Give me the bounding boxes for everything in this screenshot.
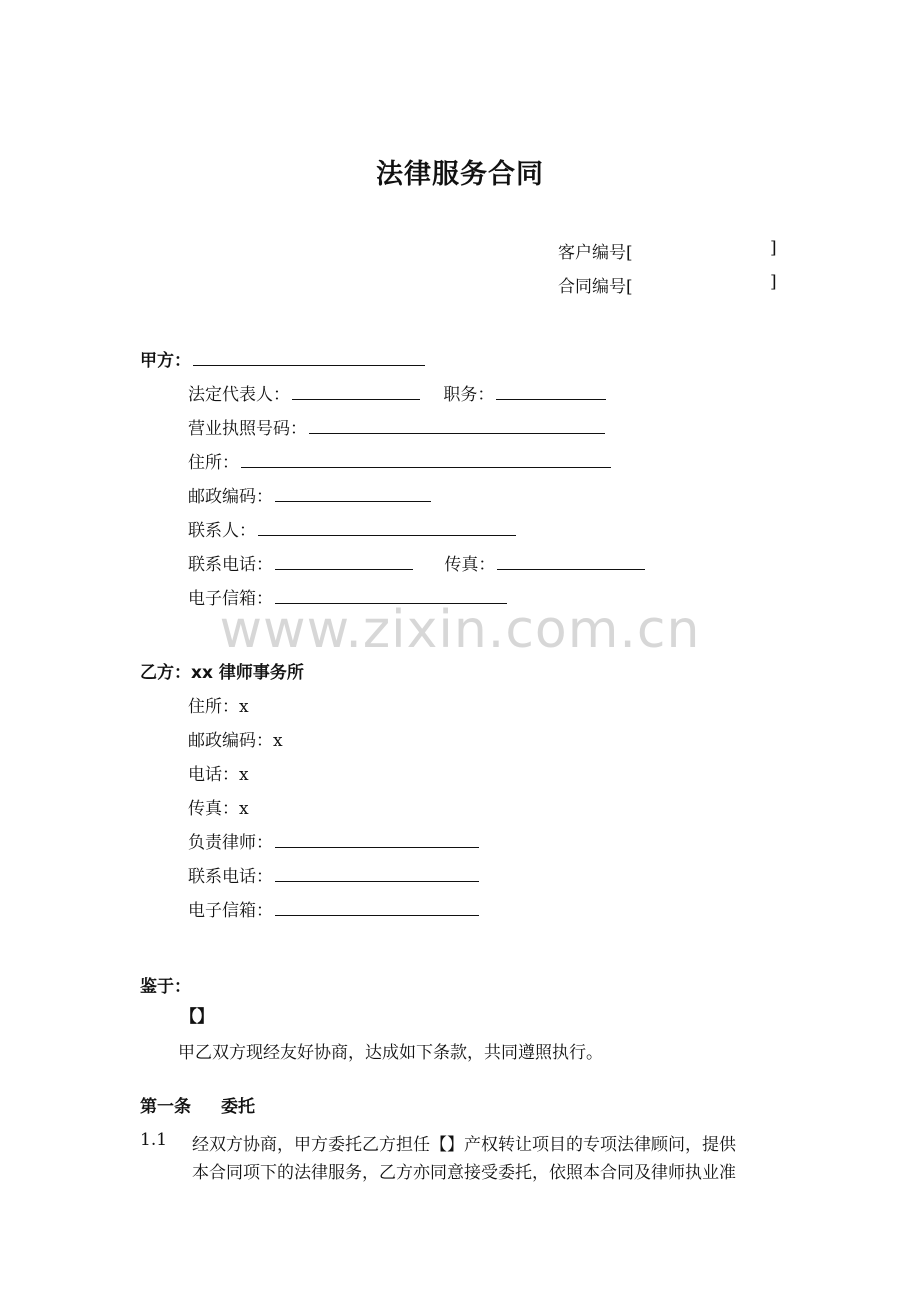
postcode-blank[interactable] [275,485,431,502]
party-b-postcode: 邮政编码：x [188,731,283,751]
watermark: www.zixin.com.cn [219,600,701,660]
client-number-label: 客户编号[ [558,243,633,263]
license-no-blank[interactable] [309,417,605,434]
address-blank[interactable] [241,451,611,468]
clause-1-1-number: 1.1 [140,1130,168,1150]
legal-rep-blank[interactable] [292,383,420,400]
party-b-address: 住所：x [188,697,249,717]
lawyer-blank[interactable] [275,831,479,848]
article-1-heading [140,1092,255,1117]
party-a-heading [140,346,425,371]
contact-phone-label: 联系电话： [188,867,273,887]
party-a-name-blank[interactable] [193,349,425,366]
contact-phone-blank[interactable] [275,865,479,882]
contract-number-label: 合同编号[ [558,277,633,297]
legal-rep-label: 法定代表人： [188,385,290,405]
license-no-label: 营业执照号码： [188,419,307,439]
article-1-number: 第一条 [140,1097,191,1117]
party-b-email-field [188,896,479,921]
phone-label: 联系电话： [188,555,273,575]
party-a-contact-field [188,516,516,541]
party-a-phone-field [188,550,645,575]
whereas-heading: 鉴于： [140,977,191,997]
fax-blank[interactable] [497,553,645,570]
party-b-email-blank[interactable] [275,899,479,916]
party-b-email-label: 电子信箱： [188,901,273,921]
party-b-lawyer-field [188,828,479,853]
article-1-title: 委托 [221,1097,255,1117]
contact-blank[interactable] [258,519,516,536]
client-number-close-bracket: ] [770,238,777,258]
party-b-contact-phone-field [188,862,479,887]
party-a-license-field [188,414,605,439]
whereas-placeholder: 【】 [180,1007,214,1027]
party-b-heading: 乙方：xx 律师事务所 [140,663,304,683]
phone-blank[interactable] [275,553,413,570]
party-a-postcode-field [188,482,431,507]
party-a-legal-rep-field [188,380,606,405]
lawyer-label: 负责律师： [188,833,273,853]
position-blank[interactable] [496,383,606,400]
party-b-fax: 传真：x [188,799,249,819]
clause-1-1-line-1: 经双方协商，甲方委托乙方担任【】产权转让项目的专项法律顾问，提供 [192,1135,736,1155]
party-b-phone: 电话：x [188,765,249,785]
email-label: 电子信箱： [188,589,273,609]
contact-label: 联系人： [188,521,256,541]
position-label: 职务： [443,385,495,405]
party-a-address-field [188,448,611,473]
party-a-heading-label: 甲方： [140,351,191,371]
document-title: 法律服务合同 [376,159,544,190]
clause-1-1-line-2: 本合同项下的法律服务，乙方亦同意接受委托，依照本合同及律师执业准 [192,1163,736,1183]
fax-label: 传真： [444,555,496,575]
address-label: 住所： [188,453,239,473]
postcode-label: 邮政编码： [188,487,273,507]
contract-number-close-bracket: ] [770,272,777,292]
whereas-statement: 甲乙双方现经友好协商，达成如下条款，共同遵照执行。 [178,1043,603,1063]
